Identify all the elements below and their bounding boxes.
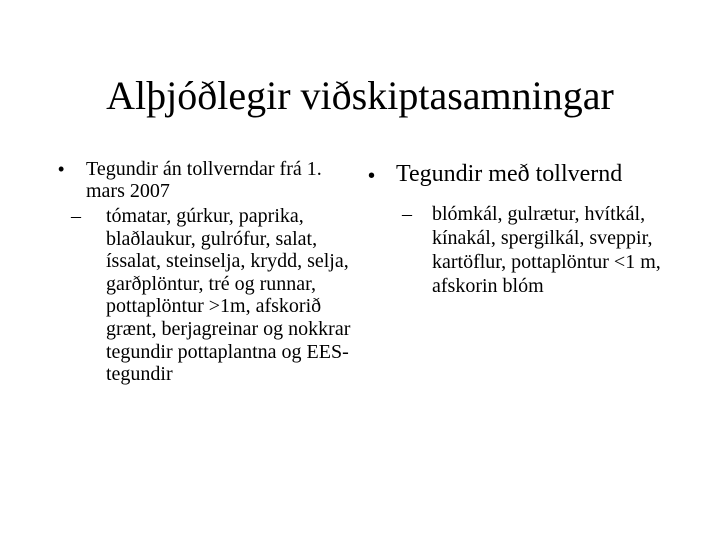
right-bullet-text: Tegundir með tollvernd [396, 161, 623, 187]
left-bullet-text: Tegundir án tollverndar frá 1. mars 2007 [86, 158, 322, 202]
dash-icon: – [71, 205, 81, 227]
right-column [364, 158, 664, 298]
right-sub-text: blómkál, gulrætur, hvítkál, kínakál, spergilkál, sveppir, kartöflur, pottaplöntur <1 m, afskorin blóm [432, 203, 661, 297]
bullet-icon: • [368, 165, 376, 187]
left-sub-text: tómatar, gúrkur, paprika, blaðlaukur, gulrófur, salat, íssalat, steinselja, krydd, selja, garðplöntur, tré og runnar, pottaplöntur >1m, afskorið grænt, berjagreinar og nokkrar tegundir pottaplantna og EES-tegundir [106, 205, 351, 386]
right-sub-item [364, 202, 664, 298]
dash-icon: – [402, 203, 412, 225]
slide-title: Alþjóðlegir viðskiptasamningar [106, 73, 614, 118]
left-sub-item [54, 205, 354, 386]
left-column [54, 158, 354, 386]
bullet-icon: • [58, 159, 65, 179]
left-bullet-item [54, 158, 354, 202]
right-bullet-item [364, 158, 664, 190]
